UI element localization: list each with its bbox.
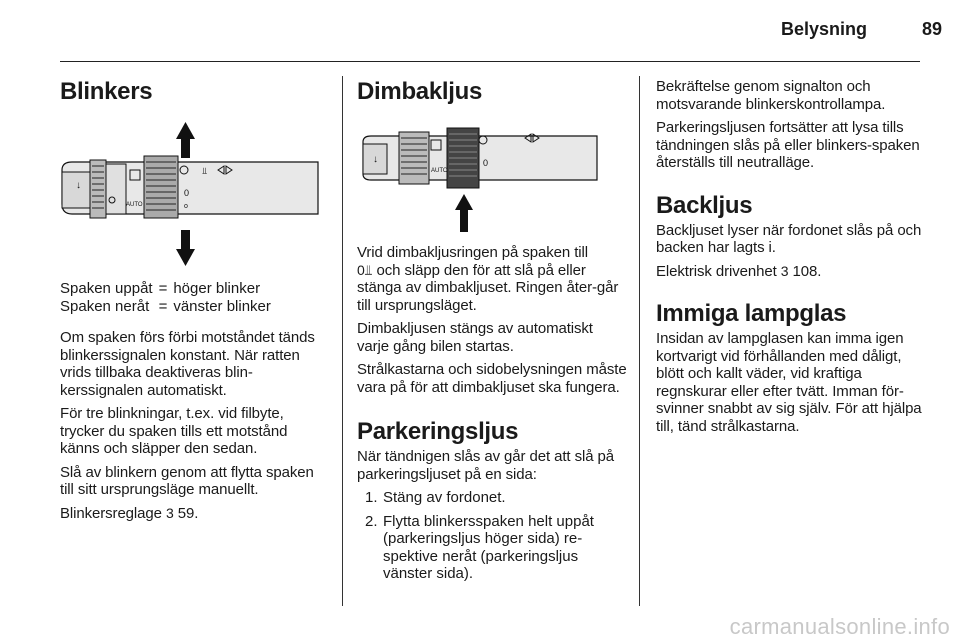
paragraph: Strålkastarna och sidobelysningen måste vara på för att dimbakljuset ska fungera. [357, 361, 627, 396]
turn-signal-lever-illustration [60, 120, 330, 270]
step-text: Stäng av fordonet. [383, 489, 506, 506]
table-definition: höger blinker [173, 280, 261, 297]
section-title-blinkers: Blinkers [60, 78, 153, 105]
rear-fog-light-icon: 0⫫ [357, 261, 373, 278]
fog-light-lever-illustration [357, 118, 627, 234]
svg-text:0: 0 [483, 158, 489, 168]
step-number: 1. [365, 489, 378, 506]
page-reference-arrow-icon: 3 [165, 504, 174, 521]
paragraph: Bekräftelse genom signalton och motsvarande blinkerskontrollampa. [656, 78, 886, 113]
step-number: 2. [365, 512, 378, 530]
section-title-dimbakljus: Dimbakljus [357, 78, 483, 105]
table-equals: = [158, 297, 168, 315]
table-definition: vänster blinker [173, 297, 271, 315]
paragraph: Slå av blinkern genom att flytta spaken till sitt ursprungsläge manuellt. [60, 463, 314, 498]
lever-diagram [60, 120, 330, 270]
lever-direction-table [60, 280, 271, 315]
page-reference-arrow-icon: 3 [780, 262, 789, 279]
list-item [357, 489, 627, 507]
arrow-down-icon [176, 230, 195, 266]
svg-text:0: 0 [184, 188, 190, 198]
svg-text:o: o [184, 203, 188, 210]
paragraph: För tre blinkningar, t.ex. vid filbyte, trycker du spaken tills ett motstånd känns och släpper den sedan. [60, 405, 288, 457]
table-row [60, 280, 271, 298]
paragraph: Dimbakljusen stängs av automatiskt varje gång bilen startas. [357, 320, 593, 355]
reference-page: 59. [173, 504, 199, 522]
fog-lever-diagram [357, 118, 627, 234]
header-section-title: Belysning [780, 19, 867, 39]
section-title-backljus: Backljus [656, 191, 753, 219]
svg-text:AUTO: AUTO [431, 168, 448, 174]
table-term: Spaken neråt [60, 297, 150, 315]
paragraph: Om spaken förs förbi motståndet tänds blinkerssignalen konstant. När ratten vrids tillbaka deaktiveras blin-kerssignalen automatiskt. [60, 329, 315, 399]
column-divider [342, 76, 343, 606]
watermark: carmanualsonline.info [729, 614, 950, 639]
list-item [357, 513, 627, 583]
page-number: 89 [921, 19, 942, 39]
table-term: Spaken uppåt [60, 280, 153, 297]
svg-text:↓: ↓ [373, 154, 378, 165]
arrow-up-icon [455, 194, 473, 232]
reference-page: 108. [788, 262, 822, 280]
svg-text:↓: ↓ [76, 180, 81, 191]
table-equals: = [158, 280, 168, 297]
paragraph: Backljuset lyser när fordonet slås på och backen har lagts i. [656, 221, 922, 256]
paragraph [357, 244, 627, 314]
column-divider [639, 76, 640, 606]
cross-reference [60, 505, 330, 523]
reference-text: Elektrisk drivenhet [656, 262, 781, 280]
column-1 [60, 66, 330, 522]
svg-text:⫫: ⫫ [202, 166, 208, 176]
reference-text: Blinkersreglage [60, 504, 166, 522]
column-3 [656, 66, 926, 435]
section-title-parkeringsljus: Parkeringsljus [357, 418, 519, 445]
svg-text:AUTO: AUTO [126, 202, 143, 208]
paragraph-text: Vrid dimbakljusringen på spaken till [357, 244, 588, 261]
section-title-immiga-lampglas: Immiga lampglas [656, 300, 847, 327]
step-list [357, 489, 627, 583]
cross-reference [656, 263, 926, 281]
step-text: Flytta blinkersspaken helt uppåt (parkeringsljus höger sida) re-spektive neråt (parkeringsljus vänster sida). [383, 512, 594, 582]
paragraph: När tändnigen slås av går det att slå på parkeringsljuset på en sida: [357, 448, 614, 483]
paragraph: Insidan av lampglasen kan imma igen kortvarigt vid förhållanden med dåligt, blött och kallt väder, vid kraftiga regnskurar eller efter tvätt. Imman för-svinner snabbt av sig själv. För att hjälpa till, tänd strålkastarna. [656, 330, 922, 435]
paragraph-text: och släpp den för att slå på eller stänga av dimbakljuset. Ringen åter-går till ursprungsläget. [357, 261, 619, 314]
arrow-up-icon [176, 122, 195, 158]
paragraph: Parkeringsljusen fortsätter att lysa tills tändningen slås på eller blinkers-spaken återställs till neutralläge. [656, 119, 920, 171]
column-2 [357, 66, 627, 583]
table-row [60, 298, 271, 316]
